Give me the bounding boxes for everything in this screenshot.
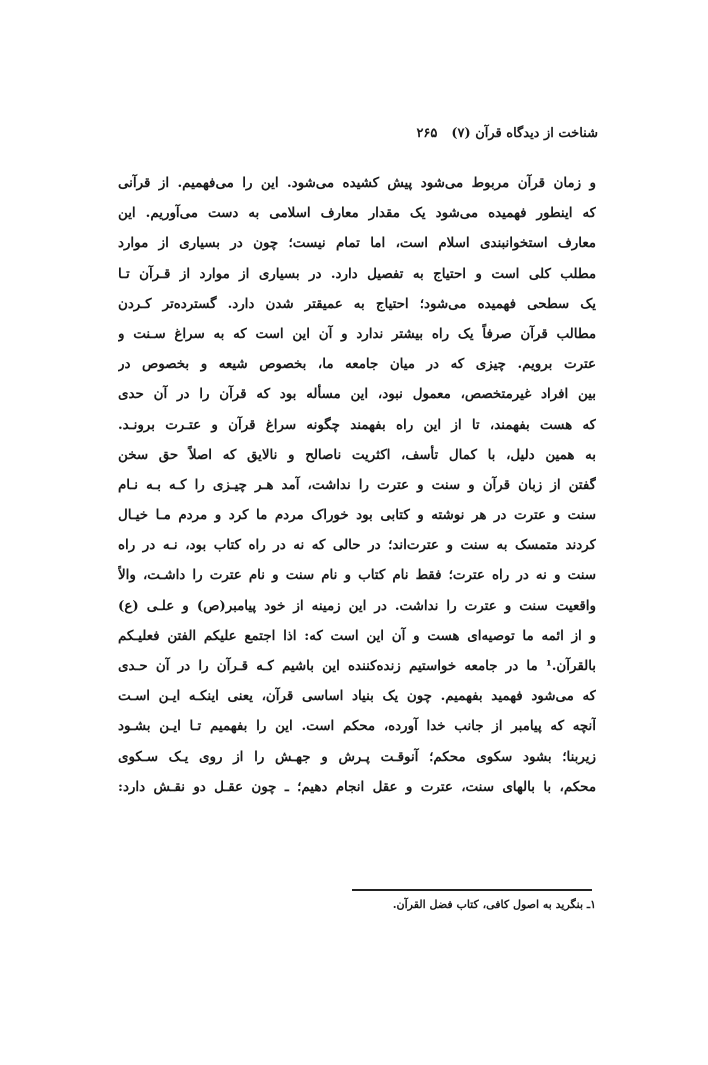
chapter-title: شناخت از دیدگاه قرآن (۷): [451, 125, 598, 141]
page-number: ۲۶۵: [416, 125, 438, 141]
text-line: عترت برویم. چیزی که در میان جامعه ما، بخصوص شیعه و بخصوص در: [118, 356, 596, 373]
text-line: و از ائمه ما توصیه‌ای هست و آن این است که: اذا اجتمع علیکم الفتن فعلیـکم: [118, 627, 596, 644]
text-line: آنچه که پیامبر از جانب خدا آورده، محکم است. این را بفهمیم تـا ایـن بشـود: [118, 718, 596, 735]
text-line: محکم، با بالهای سنت، عترت و عقل انجام دهیم؛ ـ چون عقـل دو نقـش دارد:: [118, 778, 596, 795]
text-line: بالقرآن.¹ ما در جامعه خواستیم زنده‌کننده این باشیم کـه قـرآن را در آن حـدی: [118, 658, 596, 674]
text-line: سنت و نه در راه عترت؛ فقط نام کتاب و نام سنت و نام عترت را داشـت، والاً: [118, 567, 596, 584]
text-line: و زمان قرآن مربوط می‌شود پیش کشیده می‌شود. این را می‌فهمیم. از قرآنی: [118, 175, 596, 191]
text-line: که هست بفهمند، تا از این راه بفهمند چگونه سراغ قرآن و عتـرت برونـد.: [118, 416, 596, 433]
text-line: کردند متمسک به سنت و عترت‌اند؛ در حالی که نه در راه کتاب بود، نـه در راه: [118, 537, 596, 554]
text-line: یک سطحی فهمیده می‌شود؛ احتیاج به عمیقتر شدن دارد. گسترده‌تر کـردن: [118, 295, 596, 312]
text-line: بین افراد غیرمتخصص، معمول نبود، این مسأله بود که قرآن را در آن حدی: [118, 386, 596, 403]
footnote-divider: [352, 889, 592, 891]
text-line: به همین دلیل، با کمال تأسف، اکثریت ناصالح و نالایق که اصلاً حق سخن: [118, 446, 596, 463]
text-line: واقعیت سنت و عترت را نداشت. در این زمینه از خود پیامبر(ص) و علـی (ع): [118, 597, 596, 614]
running-header: [118, 120, 598, 146]
body-text: [118, 168, 596, 802]
text-line: که می‌شود فهمید بفهمیم. چون یک بنیاد اساسی قرآن، یعنی اینکـه ایـن اسـت: [118, 688, 596, 705]
text-line: که اینطور فهمیده می‌شود یک مقدار معارف اسلامی به دست می‌آوریم. این: [118, 205, 596, 222]
text-line: گفتن از زبان قرآن و سنت و عترت را نداشت، آمد هـر چیـزی را کـه بـه نـام: [118, 476, 596, 493]
text-line: مطلب کلی است و احتیاج به تفصیل دارد. در بسیاری از موارد از قـرآن تـا: [118, 265, 596, 282]
text-line: معارف استخوانبندی اسلام است، اما تمام نیست؛ چون در بسیاری از موارد: [118, 235, 596, 252]
text-line: مطالب قرآن صرفاً یک راه بیشتر ندارد و آن این است که به سراغ سـنت و: [118, 325, 596, 342]
text-line: سنت و عترت در هر نوشته و کتابی بود خوراک مردم ما کرد و مردم مـا خیـال: [118, 507, 596, 524]
footnote: ۱ـ بنگرید به اصول کافی، کتاب فضل القرآن.: [392, 898, 596, 911]
text-line: زیربنا؛ بشود سکوی محکم؛ آنوقـت پـرش و جهـش را از روی یـک سـکوی: [118, 748, 596, 765]
